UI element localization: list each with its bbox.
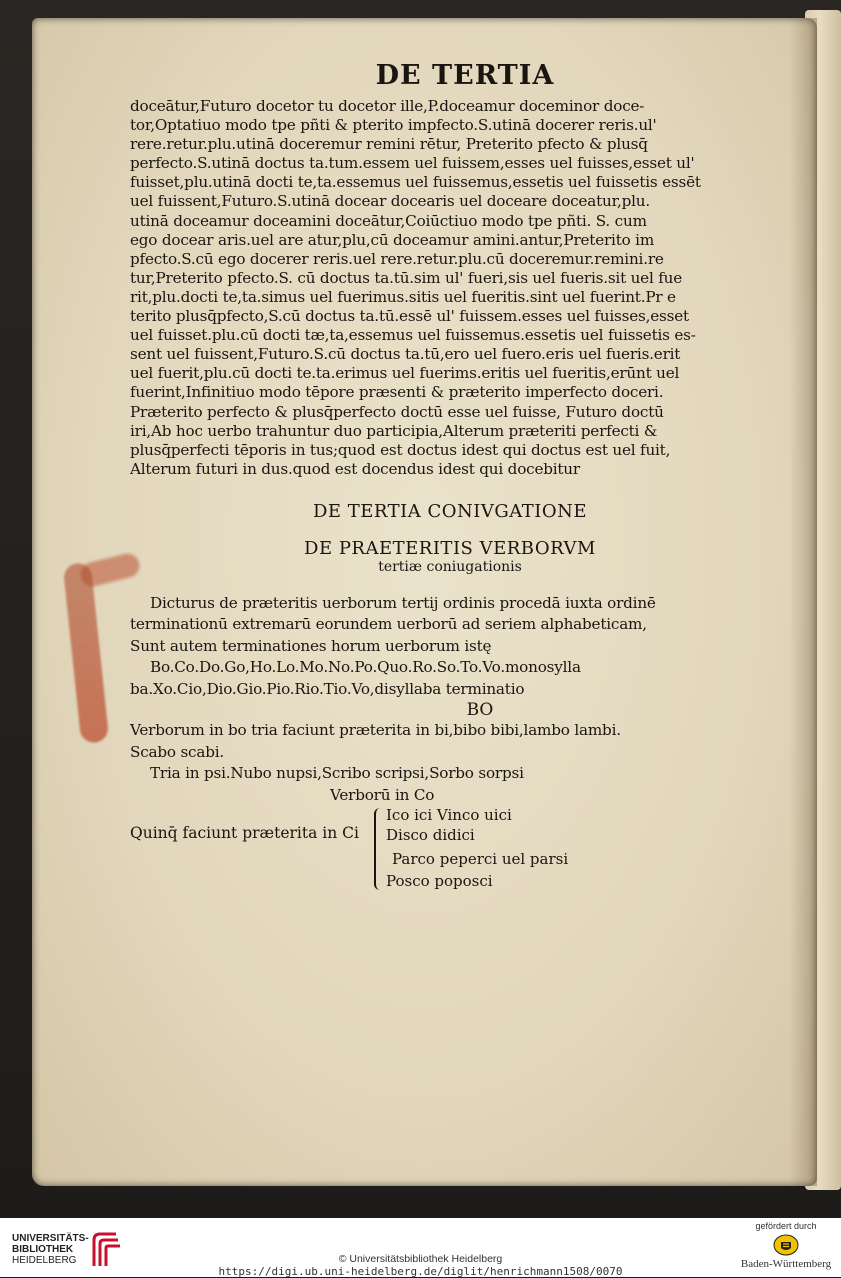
text-line: tor,Optatiuo modo tpe pñti & pterito impfecto.S.utinā docerer reris.ul': [130, 116, 657, 135]
text-line: terminationū extremarū eorundem uerborū ad seriem alphabeticam,: [130, 615, 647, 634]
text-line: perfecto.S.utinā doctus ta.tum.essem uel fuissem,esses uel fuisses,esset ul': [130, 154, 695, 173]
library-name-line: HEIDELBERG: [12, 1255, 77, 1266]
bo-paragraph: [130, 720, 770, 806]
section-title: DE PRAETERITIS VERBORVM: [304, 537, 596, 559]
footer-bar: [0, 1218, 841, 1277]
sponsor-name: Baden-Württemberg: [740, 1258, 832, 1270]
text-line: ego docear aris.uel are atur,plu,cū doceamur amini.antur,Preterito im: [130, 230, 655, 249]
section-subtitle: tertiæ coniugationis: [378, 558, 522, 575]
sponsor-label: gefördert durch: [755, 1221, 817, 1231]
text-line: Alterum futuri in dus.quod est docendus idest qui docebitur: [130, 459, 580, 478]
page-text-block: [130, 60, 770, 896]
text-line: plusq̄perfecti tēporis in tus;quod est doctus idest qui doctus est uel fuit,: [130, 440, 671, 459]
text-line: tur,Preterito pfecto.S. cū doctus ta.tū.sim ul' fueri,sis uel fueris.sit uel fue: [130, 268, 683, 287]
curly-bracket: [374, 808, 384, 890]
text-line: Bo.Co.Do.Go,Ho.Lo.Mo.No.Po.Quo.Ro.So.To.Vo.monosylla: [150, 658, 581, 677]
library-name-line: UNIVERSITÄTS-: [12, 1233, 89, 1244]
copyright-text: © Universitätsbibliothek Heidelberg: [338, 1253, 503, 1265]
text-line: ba.Xo.Cio,Dio.Gio.Pio.Rio.Tio.Vo,disyllaba terminatio: [130, 679, 525, 698]
text-line: utinā doceamur doceamini doceātur,Coiūctiuo modo tpe pñti. S. cum: [130, 211, 647, 230]
library-name-line: BIBLIOTHEK: [12, 1244, 74, 1255]
text-line: uel fuerit,plu.cū docti te.ta.erimus uel fuerims.eritis uel fueritis,erūnt uel: [130, 364, 680, 383]
text-line: Tria in psi.Nubo nupsi,Scribo scripsi,Sorbo sorpsi: [150, 764, 524, 783]
bo-heading: BO: [466, 700, 494, 721]
state-crest-icon: [773, 1234, 799, 1256]
sponsor-block[interactable]: [740, 1221, 832, 1275]
text-line: doceātur,Futuro docetor tu docetor ille,P.doceamur doceminor doce-: [130, 97, 645, 115]
text-line: uel fuisset.plu.cū docti tæ,ta,essemus uel fuissemus.essetis uel fuissetis es-: [130, 326, 696, 345]
text-line: Sunt autem terminationes horum uerborum istę: [130, 636, 492, 655]
text-line: iri,Ab hoc uerbo trahuntur duo participia,Alterum præteriti perfecti &: [130, 421, 658, 440]
text-line: fuerint,Infinitiuo modo tēpore præsenti & præterito imperfecto doceri.: [130, 383, 664, 402]
red-stain: [63, 562, 110, 744]
paragraph-conjugation: [130, 97, 770, 479]
text-line: Præterito perfecto & plusq̄perfecto doctū esse uel fuisse, Futuro doctū: [130, 402, 664, 421]
co-item: Posco poposci: [386, 872, 493, 891]
text-line: Dicturus de præteritis uerborum tertij ordinis procedā iuxta ordinē: [150, 593, 656, 612]
text-line: terito plusq̄pfecto,S.cū doctus ta.tū.essē ul' fuissem.esses uel fuisses,esset: [130, 307, 689, 326]
permalink-url[interactable]: https://digi.ub.uni-heidelberg.de/diglit/henrichmann1508/0070: [218, 1265, 623, 1278]
co-bracket-list: [130, 806, 730, 896]
co-item: Disco didici: [386, 826, 475, 845]
text-line: rere.retur.plu.utinā doceremur remini rētur, Preterito pfecto & plusq̄: [130, 135, 648, 154]
co-item: Parco peperci uel parsi: [392, 850, 569, 869]
co-heading: Verborū in Co: [330, 785, 435, 804]
co-lead-text: Quinq̄ faciunt præterita in Ci: [130, 824, 359, 843]
text-line: fuisset,plu.utinā docti te,ta.essemus uel fuissemus,essetis uel fuissetis essēt: [130, 173, 701, 192]
text-line: Verborum in bo tria faciunt præterita in bi,bibo bibi,lambo lambi.: [130, 721, 621, 740]
co-item: Ico ici Vinco uici: [386, 806, 512, 825]
text-line: rit,plu.docti te,ta.simus uel fuerimus.sitis uel fueritis.sint uel fuerint.Pr e: [130, 287, 676, 306]
text-line: uel fuissent,Futuro.S.utinā docear docearis uel doceare doceatur,plu.: [130, 192, 650, 211]
chapter-title: DE TERTIA CONIVGATIONE: [312, 500, 588, 522]
text-line: pfecto.S.cū ego docerer reris.uel rere.retur.plu.cū doceremur.remini.re: [130, 249, 664, 268]
intro-paragraph: [130, 593, 770, 701]
text-line: Scabo scabi.: [130, 742, 225, 761]
text-line: sent uel fuissent,Futuro.S.cū doctus ta.tū,ero uel fuero.eris uel fueris.erit: [130, 345, 681, 364]
page-heading: DE TERTIA: [375, 60, 555, 91]
page-gutter-shadow: [789, 18, 817, 1186]
